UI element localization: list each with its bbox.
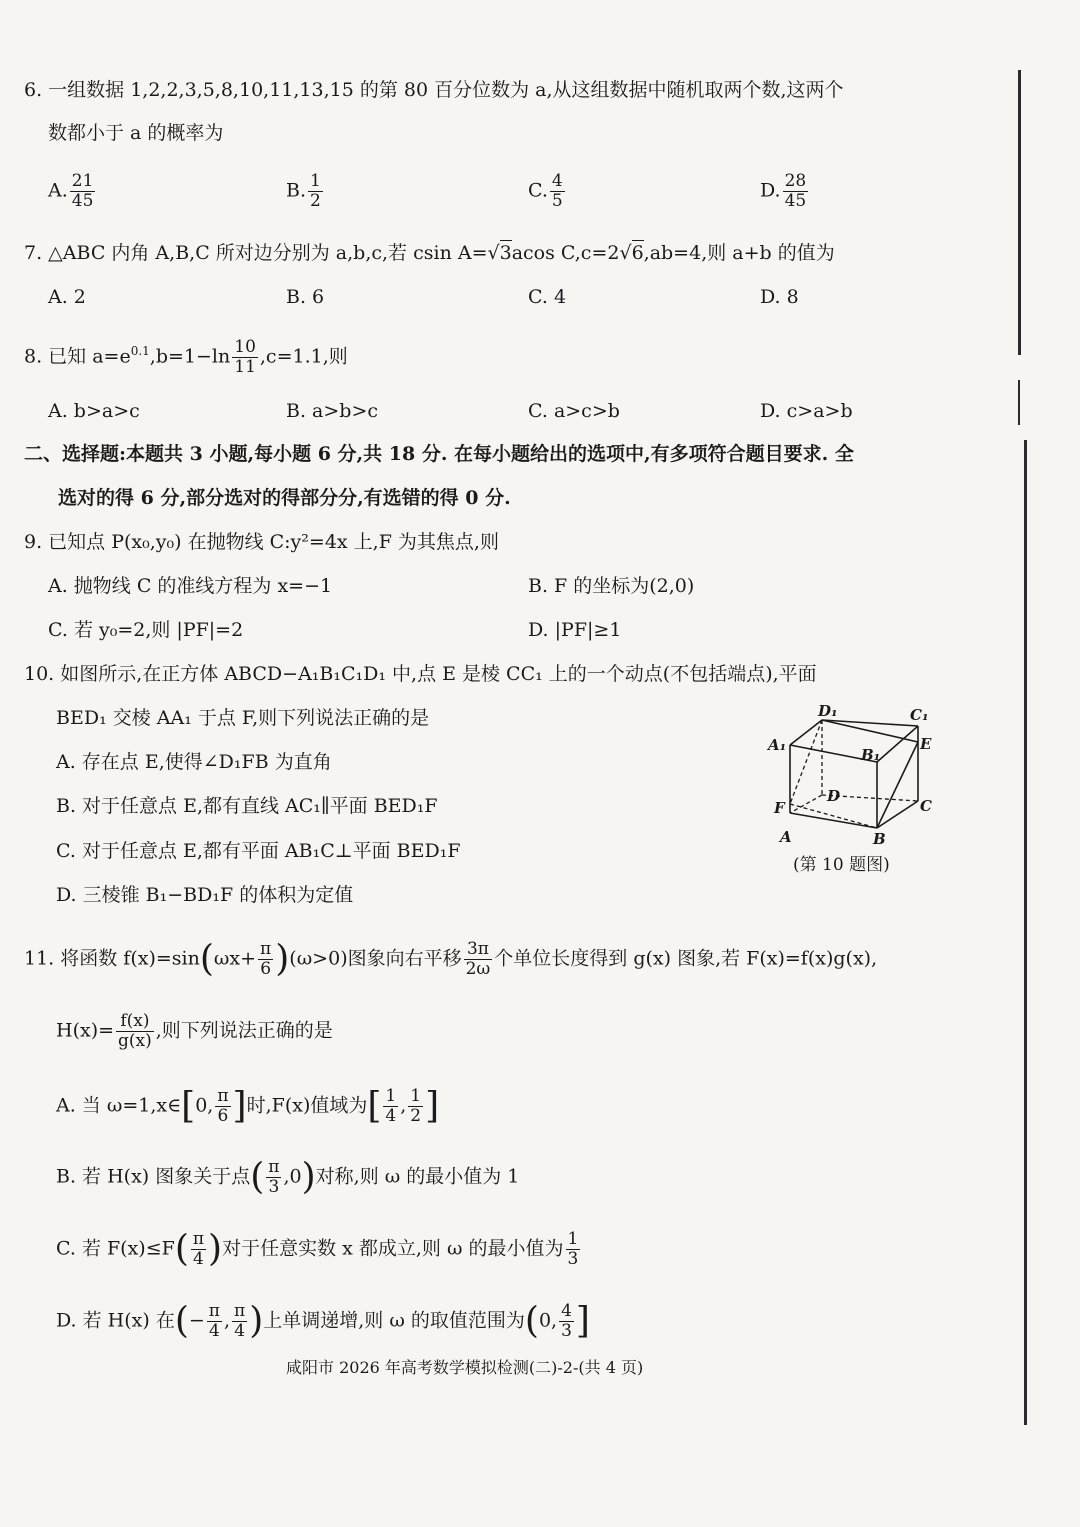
q11-stem-line2: H(x)= $\frac{f(x)}{g(x)}$ ,则下列说法正确的是 bbox=[56, 1011, 333, 1051]
q8-option-d: D. c>a>b bbox=[760, 400, 853, 422]
section2-heading-line1: 二、选择题:本题共 3 小题,每小题 6 分,共 18 分. 在每小题给出的选项中,有多项符合题目要求. 全 bbox=[24, 443, 854, 465]
q10-option-d: D. 三棱锥 B₁−BD₁F 的体积为定值 bbox=[56, 884, 354, 906]
label-b: B bbox=[873, 830, 886, 848]
q8-option-a: A. b>a>c bbox=[48, 400, 140, 422]
q7-stem: 7. △ABC 内角 A,B,C 所对边分别为 a,b,c,若 csin A=√3acos C,c=2√6,ab=4,则 a+b 的值为 bbox=[24, 242, 835, 264]
q10-option-b: B. 对于任意点 E,都有直线 AC₁∥平面 BED₁F bbox=[56, 795, 438, 817]
binding-edge-line bbox=[1018, 380, 1020, 425]
cube-figure bbox=[760, 700, 940, 850]
binding-edge-line bbox=[1024, 440, 1027, 1425]
q7-option-b: B. 6 bbox=[286, 286, 325, 308]
label-a: A bbox=[780, 828, 792, 846]
q9-option-a: A. 抛物线 C 的准线方程为 x=−1 bbox=[48, 575, 333, 597]
q6-option-b: B. $\frac{1}{2}$ bbox=[286, 171, 321, 211]
q9-option-c: C. 若 y₀=2,则 |PF|=2 bbox=[48, 619, 244, 641]
label-e: E bbox=[920, 735, 932, 753]
q11-option-d: D. 若 H(x) 在(− $\frac{\pi}{4}$ , $\frac{\pi}{4}$ )上单调递增,则 ω 的取值范围为(0, $\frac{4}{3}$ ] bbox=[56, 1300, 590, 1342]
q9-stem: 9. 已知点 P(x₀,y₀) 在抛物线 C:y²=4x 上,F 为其焦点,则 bbox=[24, 531, 499, 553]
q9-option-d: D. |PF|≥1 bbox=[528, 619, 622, 641]
q10-stem-line2: BED₁ 交棱 AA₁ 于点 F,则下列说法正确的是 bbox=[56, 707, 430, 729]
q8-option-b: B. a>b>c bbox=[286, 400, 379, 422]
q7-option-a: A. 2 bbox=[48, 286, 86, 308]
label-b1: B₁ bbox=[861, 746, 881, 764]
figure-caption: (第 10 题图) bbox=[793, 855, 890, 875]
q8-stem: 8. 已知 $a=e^{0.1},b=1-\ln$ $\frac{10}{11}$ ,c=1.1,则 bbox=[24, 337, 348, 377]
q9-option-b: B. F 的坐标为(2,0) bbox=[528, 575, 695, 597]
q6-option-c: C. $\frac{4}{5}$ bbox=[528, 171, 563, 211]
q7-option-c: C. 4 bbox=[528, 286, 567, 308]
q11-option-a: A. 当 ω=1,x∈[0, $\frac{\pi}{6}$ ]时,F(x)值域为[ $\frac{1}{4}$ , $\frac{1}{2}$ ] bbox=[56, 1085, 440, 1127]
q10-option-a: A. 存在点 E,使得∠D₁FB 为直角 bbox=[56, 751, 332, 773]
q7-option-d: D. 8 bbox=[760, 286, 799, 308]
label-d: D bbox=[827, 787, 841, 805]
label-d1: D₁ bbox=[818, 702, 838, 720]
q6-option-a: A. $\frac{21}{45}$ bbox=[48, 171, 94, 211]
q11-option-c: C. 若 F(x)≤F( $\frac{\pi}{4}$ )对于任意实数 x 都成立,则 ω 的最小值为 $\frac{1}{3}$ bbox=[56, 1228, 579, 1270]
q6-option-d: D. $\frac{28}{45}$ bbox=[760, 171, 807, 211]
label-f: F bbox=[774, 799, 785, 817]
q6-stem-line2: 数都小于 a 的概率为 bbox=[48, 122, 224, 144]
label-c1: C₁ bbox=[910, 706, 929, 724]
label-a1: A₁ bbox=[768, 736, 787, 754]
q10-stem-line1: 10. 如图所示,在正方体 ABCD−A₁B₁C₁D₁ 中,点 E 是棱 CC₁ 上的一个动点(不包括端点),平面 bbox=[24, 663, 817, 685]
page-footer: 咸阳市 2026 年高考数学模拟检测(二)-2-(共 4 页) bbox=[286, 1358, 644, 1377]
q6-stem-line1: 6. 一组数据 1,2,2,3,5,8,10,11,13,15 的第 80 百分位数为 a,从这组数据中随机取两个数,这两个 bbox=[24, 79, 844, 101]
binding-edge-line bbox=[1018, 70, 1021, 355]
q11-option-b: B. 若 H(x) 图象关于点( $\frac{\pi}{3}$ ,0)对称,则 ω 的最小值为 1 bbox=[56, 1156, 520, 1198]
q11-stem-line1: 11. 将函数 f(x)=sin(ωx+ $\frac{\pi}{6}$ )(ω>0)图象向右平移 $\frac{3\pi}{2\omega}$ 个单位长度得到 g(x) 图象,若 F(x)=f(x)g(x), bbox=[24, 938, 878, 980]
section2-heading-line2: 选对的得 6 分,部分选对的得部分分,有选错的得 0 分. bbox=[58, 487, 511, 509]
q8-option-c: C. a>c>b bbox=[528, 400, 620, 422]
label-c: C bbox=[920, 797, 932, 815]
q10-option-c: C. 对于任意点 E,都有平面 AB₁C⊥平面 BED₁F bbox=[56, 840, 461, 862]
